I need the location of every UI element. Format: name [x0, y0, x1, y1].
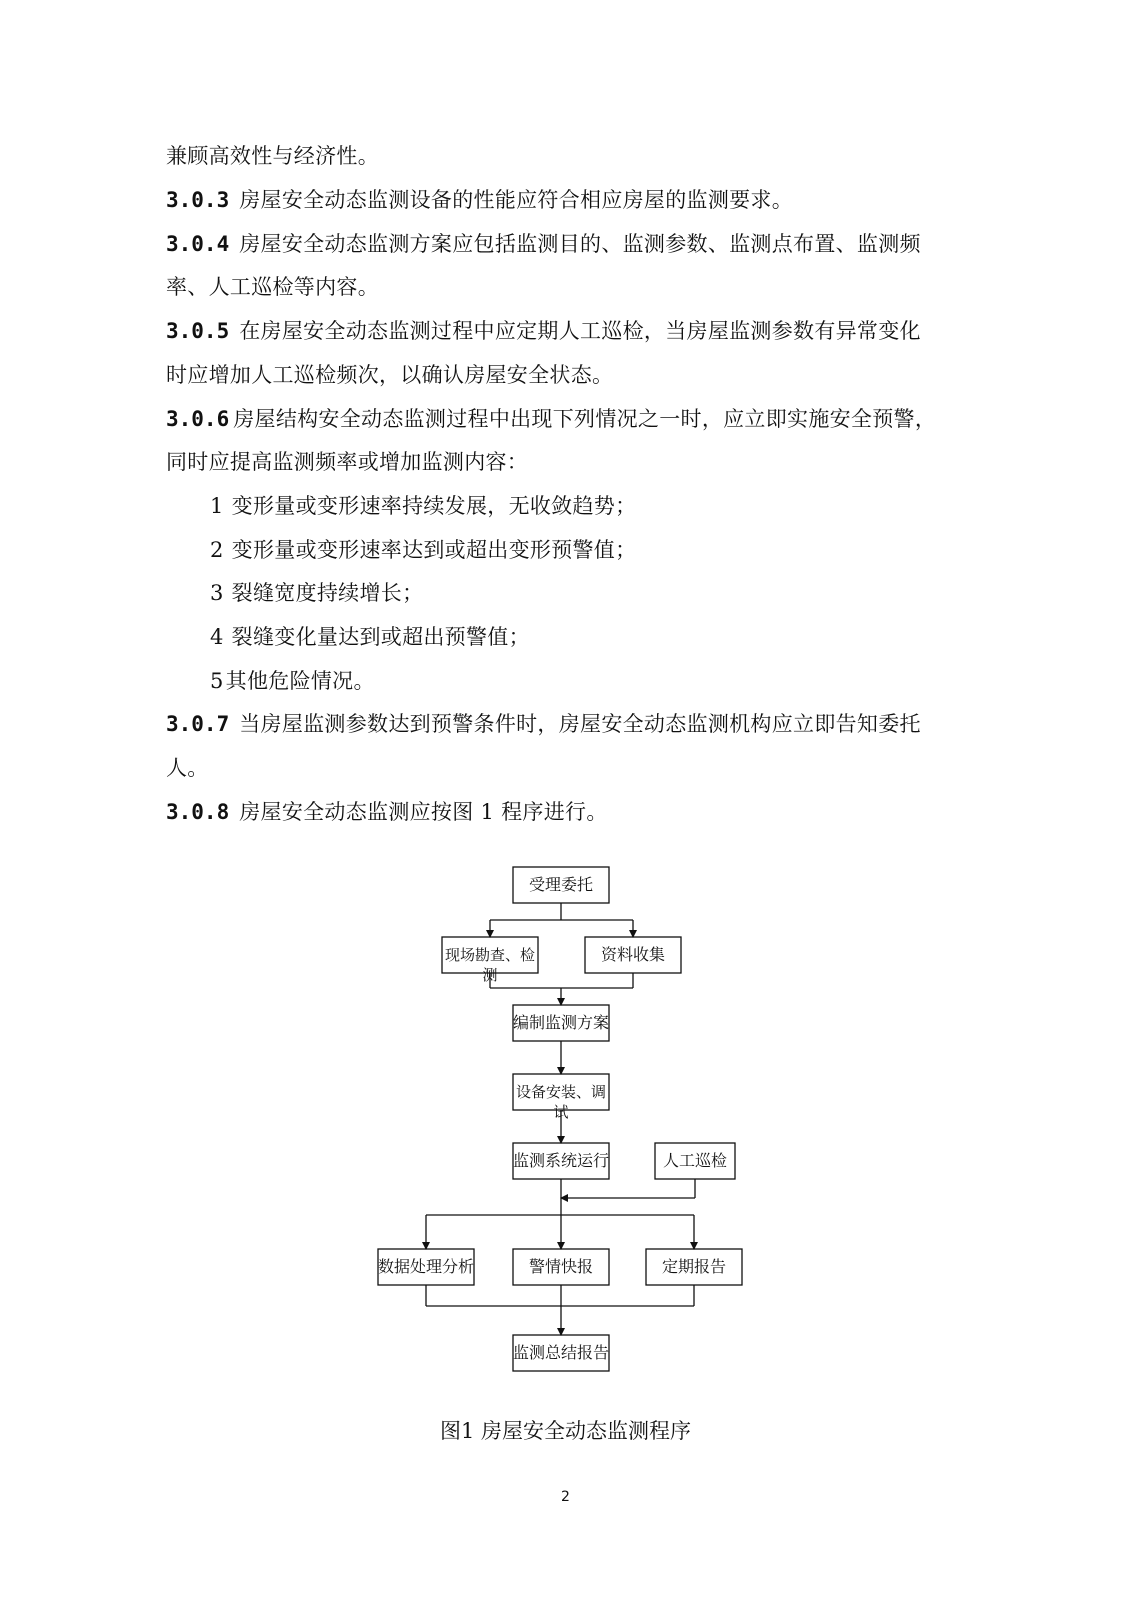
figure-caption: 图1 房屋安全动态监测程序 — [439, 1419, 692, 1443]
flow-label-plan: 编制监测方案 — [513, 1013, 610, 1032]
flow-label-patrol: 人工巡检 — [662, 1151, 727, 1170]
clause-3-0-6-cont: 同时应提高监测频率或增加监测内容： — [166, 450, 529, 474]
clause-number: 3.0.5 — [166, 319, 230, 343]
clause-3-0-3: 3.0.3 房屋安全动态监测设备的性能应符合相应房屋的监测要求。 — [166, 188, 794, 212]
clause-3-0-7: 3.0.7 当房屋监测参数达到预警条件时，房屋安全动态监测机构应立即告知委托 — [166, 712, 921, 736]
list-item: 3 裂缝宽度持续增长； — [210, 581, 424, 605]
clause-3-0-4: 3.0.4 房屋安全动态监测方案应包括监测目的、监测参数、监测点布置、监测频 — [166, 232, 921, 256]
clause-3-0-8: 3.0.8 房屋安全动态监测应按图 1 程序进行。 — [166, 800, 608, 824]
clause-number: 3.0.8 — [166, 800, 230, 824]
clause-3-0-5: 3.0.5 在房屋安全动态监测过程中应定期人工巡检，当房屋监测参数有异常变化 — [166, 319, 921, 343]
list-item: 4 裂缝变化量达到或超出预警值； — [210, 625, 530, 649]
flow-label-analysis: 数据处理分析 — [378, 1257, 475, 1276]
flow-label-collect: 资料收集 — [600, 945, 665, 964]
flow-label-install: 设备安装、调试 — [515, 1083, 606, 1121]
page-number: 2 — [561, 1489, 570, 1505]
clause-3-0-5-cont: 时应增加人工巡检频次，以确认房屋安全状态。 — [166, 363, 614, 387]
clause-number: 3.0.3 — [166, 188, 230, 212]
flow-label-summary: 监测总结报告 — [513, 1343, 610, 1362]
paragraph-continuation: 兼顾高效性与经济性。 — [166, 144, 379, 168]
clause-3-0-4-cont: 率、人工巡检等内容。 — [166, 275, 379, 299]
flow-label-accept: 受理委托 — [528, 875, 593, 894]
clause-3-0-7-cont: 人。 — [166, 756, 209, 780]
list-item: 5其他危险情况。 — [210, 669, 375, 693]
list-item: 2 变形量或变形速率达到或超出变形预警值； — [210, 538, 637, 562]
flow-label-run: 监测系统运行 — [513, 1151, 610, 1170]
clause-number: 3.0.6 — [166, 407, 230, 431]
flow-label-report: 定期报告 — [661, 1257, 726, 1276]
clause-number: 3.0.7 — [166, 712, 230, 736]
clause-3-0-6: 3.0.6 房屋结构安全动态监测过程中出现下列情况之一时，应立即实施安全预警， — [166, 407, 937, 431]
clause-number: 3.0.4 — [166, 232, 230, 256]
flow-label-alert: 警情快报 — [528, 1257, 593, 1276]
list-item: 1 变形量或变形速率持续发展，无收敛趋势； — [210, 494, 637, 518]
flow-label-survey: 现场勘查、检测 — [444, 946, 535, 984]
